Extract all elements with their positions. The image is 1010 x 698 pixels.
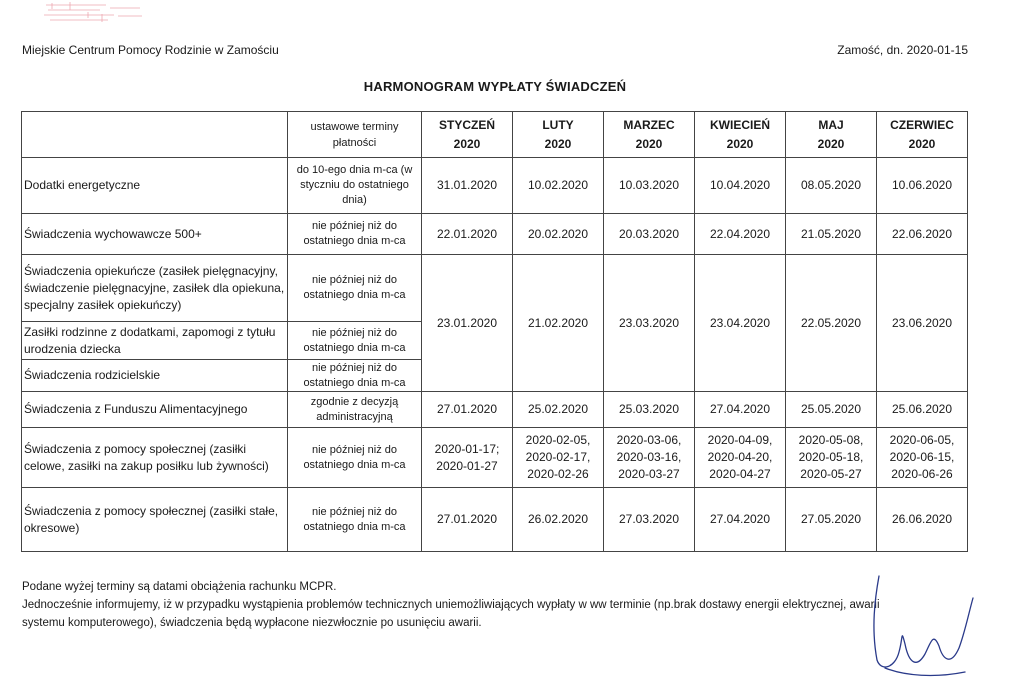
benefit-name: Świadczenia rodzicielskie xyxy=(22,360,288,392)
payment-date: 27.01.2020 xyxy=(422,488,513,552)
payment-date: 27.01.2020 xyxy=(422,392,513,428)
payment-date: 22.05.2020 xyxy=(786,255,877,392)
benefit-name: Świadczenia z Funduszu Alimentacyjnego xyxy=(22,392,288,428)
handwritten-signature xyxy=(855,568,985,688)
place-and-date: Zamość, dn. 2020-01-15 xyxy=(837,43,968,57)
benefit-name: Świadczenia z pomocy społecznej (zasiłki celowe, zasiłki na zakup posiłku lub żywności) xyxy=(22,428,288,488)
payment-date: 10.04.2020 xyxy=(695,158,786,214)
payment-date: 23.03.2020 xyxy=(604,255,695,392)
payment-date: 2020-01-17; 2020-01-27 xyxy=(422,428,513,488)
payment-date: 2020-05-08, 2020-05-18, 2020-05-27 xyxy=(786,428,877,488)
footnotes xyxy=(22,578,882,632)
payment-term: nie później niż do ostatniego dnia m-ca xyxy=(288,488,422,552)
month-header xyxy=(513,112,604,158)
payment-term: nie później niż do ostatniego dnia m-ca xyxy=(288,360,422,392)
month-name: MAJ xyxy=(818,117,844,132)
month-year: 2020 xyxy=(453,136,481,151)
payment-date: 21.05.2020 xyxy=(786,214,877,255)
payment-date: 2020-03-06, 2020-03-16, 2020-03-27 xyxy=(604,428,695,488)
payment-schedule-table xyxy=(21,111,968,552)
payment-date: 27.03.2020 xyxy=(604,488,695,552)
payment-date: 23.01.2020 xyxy=(422,255,513,392)
payment-date: 25.02.2020 xyxy=(513,392,604,428)
month-name: LUTY xyxy=(542,117,574,132)
registry-stamp xyxy=(40,0,160,26)
table-row xyxy=(22,392,968,428)
payment-date: 2020-02-05, 2020-02-17, 2020-02-26 xyxy=(513,428,604,488)
payment-date: 20.02.2020 xyxy=(513,214,604,255)
payment-date: 25.03.2020 xyxy=(604,392,695,428)
payment-term: nie później niż do ostatniego dnia m-ca xyxy=(288,428,422,488)
payment-date: 25.05.2020 xyxy=(786,392,877,428)
payment-date: 10.03.2020 xyxy=(604,158,695,214)
payment-date: 2020-06-05, 2020-06-15, 2020-06-26 xyxy=(877,428,968,488)
month-name: CZERWIEC xyxy=(890,117,954,132)
payment-date: 20.03.2020 xyxy=(604,214,695,255)
institution-name: Miejskie Centrum Pomocy Rodzinie w Zamościu xyxy=(22,43,279,57)
footnote-line: Podane wyżej terminy są datami obciążenia rachunku MCPR. xyxy=(22,581,337,593)
month-year: 2020 xyxy=(544,136,572,151)
payment-date: 22.01.2020 xyxy=(422,214,513,255)
payment-date: 22.06.2020 xyxy=(877,214,968,255)
month-header xyxy=(422,112,513,158)
benefit-name: Dodatki energetyczne xyxy=(22,158,288,214)
payment-date: 22.04.2020 xyxy=(695,214,786,255)
payment-date: 27.05.2020 xyxy=(786,488,877,552)
month-header xyxy=(695,112,786,158)
month-name: STYCZEŃ xyxy=(438,117,495,132)
payment-date: 31.01.2020 xyxy=(422,158,513,214)
footnote-line: Jednocześnie informujemy, iż w przypadku wystąpienia problemów technicznych uniemożliwiających wypłaty w ww terminie (np.brak dostawy energii elektrycznej, awarii systemu komputerowego), świadczenia będą wypłacone niezwłocznie po usunięciu awarii. xyxy=(22,599,880,629)
table-row xyxy=(22,214,968,255)
benefit-name: Świadczenia z pomocy społecznej (zasiłki stałe, okresowe) xyxy=(22,488,288,552)
benefit-name: Świadczenia opiekuńcze (zasiłek pielęgnacyjny, świadczenie pielęgnacyjne, zasiłek dla opiekuna, specjalny zasiłek opiekuńczy) xyxy=(22,255,288,322)
table-row xyxy=(22,255,968,322)
payment-date: 25.06.2020 xyxy=(877,392,968,428)
month-year: 2020 xyxy=(817,136,845,151)
payment-term: do 10-ego dnia m-ca (w styczniu do ostatniego dnia) xyxy=(288,158,422,214)
payment-date: 10.06.2020 xyxy=(877,158,968,214)
month-year: 2020 xyxy=(726,136,754,151)
payment-term: nie później niż do ostatniego dnia m-ca xyxy=(288,322,422,360)
payment-term: nie później niż do ostatniego dnia m-ca xyxy=(288,214,422,255)
payment-date: 21.02.2020 xyxy=(513,255,604,392)
table-row xyxy=(22,158,968,214)
payment-date: 26.06.2020 xyxy=(877,488,968,552)
payment-date: 27.04.2020 xyxy=(695,488,786,552)
document-title: HARMONOGRAM WYPŁATY ŚWIADCZEŃ xyxy=(363,79,627,94)
table-header-row xyxy=(22,112,968,158)
payment-date: 27.04.2020 xyxy=(695,392,786,428)
month-name: MARZEC xyxy=(623,117,675,132)
payment-date: 2020-04-09, 2020-04-20, 2020-04-27 xyxy=(695,428,786,488)
payment-date: 23.06.2020 xyxy=(877,255,968,392)
payment-date: 23.04.2020 xyxy=(695,255,786,392)
payment-date: 26.02.2020 xyxy=(513,488,604,552)
benefit-name: Zasiłki rodzinne z dodatkami, zapomogi z tytułu urodzenia dziecka xyxy=(22,322,288,360)
payment-term: nie później niż do ostatniego dnia m-ca xyxy=(288,255,422,322)
month-header xyxy=(604,112,695,158)
payment-date: 08.05.2020 xyxy=(786,158,877,214)
month-year: 2020 xyxy=(908,136,936,151)
month-name: KWIECIEŃ xyxy=(710,117,770,132)
payment-date: 10.02.2020 xyxy=(513,158,604,214)
month-header xyxy=(786,112,877,158)
benefit-name: Świadczenia wychowawcze 500+ xyxy=(22,214,288,255)
corner-cell xyxy=(22,112,288,158)
term-column-header: ustawowe terminy płatności xyxy=(288,112,422,158)
table-row xyxy=(22,488,968,552)
payment-term: zgodnie z decyzją administracyjną xyxy=(288,392,422,428)
table-row xyxy=(22,428,968,488)
month-header xyxy=(877,112,968,158)
month-year: 2020 xyxy=(635,136,663,151)
